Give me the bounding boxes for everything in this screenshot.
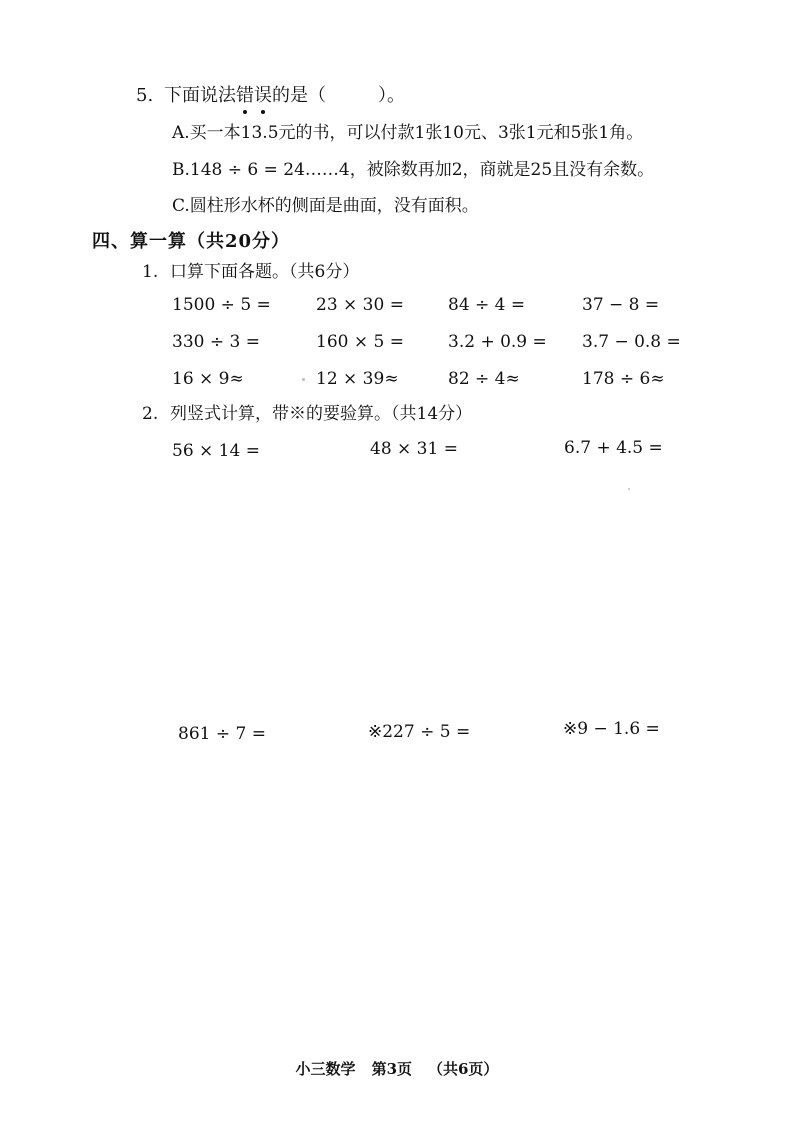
oral-calc-item: 330 ÷ 3 = — [172, 332, 260, 352]
question-text-end: ）。 — [378, 85, 405, 106]
oral-calc-item: 82 ÷ 4≈ — [448, 369, 520, 389]
oral-calc-item: 3.2 + 0.9 = — [448, 332, 547, 352]
part-1-heading — [142, 260, 359, 284]
oral-calc-item: 37 − 8 = — [582, 295, 660, 315]
oral-calc-item: 3.7 − 0.8 = — [582, 332, 681, 352]
oral-calc-item: 1500 ÷ 5 = — [172, 295, 271, 315]
oral-calc-item: 84 ÷ 4 = — [448, 295, 526, 315]
vertical-calc-item: ※227 ÷ 5 = — [368, 722, 471, 742]
part-number: 2. — [142, 404, 159, 424]
oral-calc-item: 160 × 5 = — [316, 332, 404, 352]
question-5 — [136, 84, 405, 108]
question-text-after: 的是（ — [272, 85, 326, 106]
vertical-calc-item: 56 × 14 = — [172, 441, 260, 461]
part-2-heading — [142, 402, 472, 426]
question-text-before: 下面说法 — [164, 85, 236, 106]
scan-speck — [628, 488, 630, 490]
emphasis-char: 误 — [254, 85, 272, 106]
part-title: 口算下面各题。（共6分） — [170, 262, 360, 282]
vertical-calc-item: 48 × 31 = — [370, 439, 458, 459]
oral-calc-item: 178 ÷ 6≈ — [582, 369, 665, 389]
part-number: 1. — [142, 262, 159, 282]
page-footer — [0, 1058, 794, 1079]
oral-calc-item: 12 × 39≈ — [316, 369, 399, 389]
footer-page: 第3页 — [371, 1060, 412, 1078]
option-c: C.圆柱形水杯的侧面是曲面，没有面积。 — [172, 196, 479, 216]
emphasis-char: 错 — [236, 85, 254, 106]
vertical-calc-item: ※9 − 1.6 = — [563, 719, 660, 739]
scan-speck — [302, 378, 305, 381]
option-b: B.148 ÷ 6 = 24……4，被除数再加2，商就是25且没有余数。 — [172, 160, 655, 180]
footer-subject: 小三数学 — [295, 1060, 356, 1078]
vertical-calc-item: 861 ÷ 7 = — [178, 724, 266, 744]
oral-calc-item: 16 × 9≈ — [172, 369, 244, 389]
footer-total: （共6页） — [428, 1060, 499, 1078]
part-title: 列竖式计算，带※的要验算。（共14分） — [170, 404, 473, 424]
vertical-calc-item: 6.7 + 4.5 = — [564, 438, 663, 458]
question-number: 5. — [136, 85, 154, 106]
oral-calc-item: 23 × 30 = — [316, 295, 404, 315]
option-a: A.买一本13.5元的书，可以付款1张10元、3张1元和5张1角。 — [172, 123, 644, 143]
section-title: 四、算一算（共20分） — [92, 231, 291, 252]
